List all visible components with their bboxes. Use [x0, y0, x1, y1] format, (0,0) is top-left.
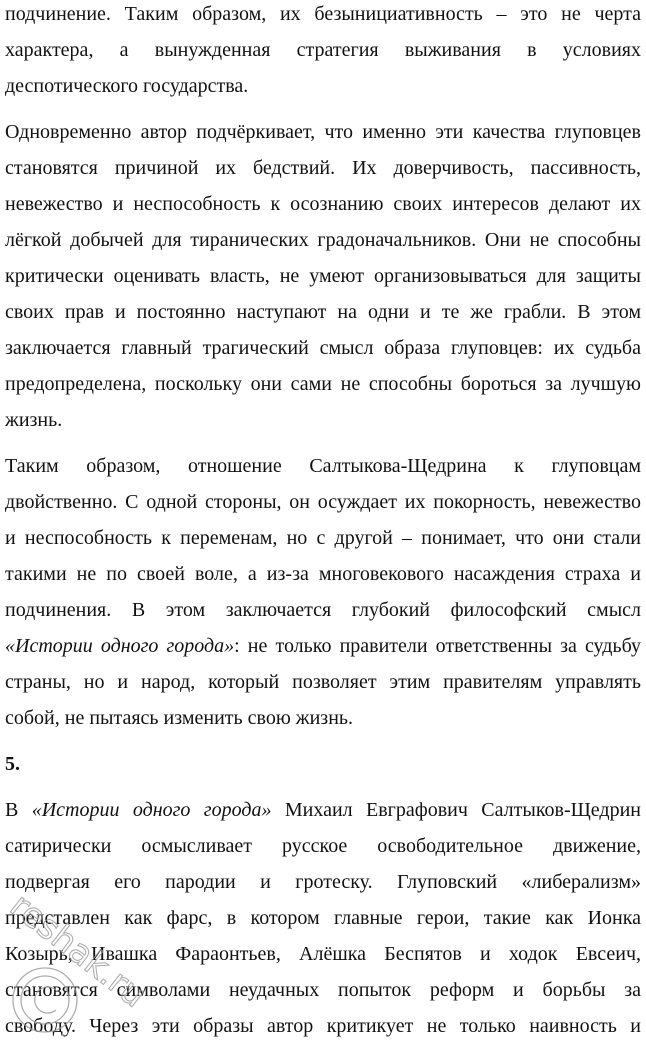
text-segment: деспотического государства. [5, 75, 249, 97]
text-line [5, 150, 641, 186]
text-segment: Козырь, Ивашка Фараонтьев, Алёшка Беспятов и ходок Евсеич, [5, 943, 641, 965]
text-line [5, 972, 641, 1008]
text-line [5, 258, 641, 294]
text-segment: жизнь. [5, 409, 63, 431]
text-line [5, 448, 641, 484]
text-segment: свободу. Через эти образы автор критикует не только наивность и [5, 1015, 641, 1037]
paragraph [5, 448, 641, 736]
text-segment: и неспособность к переменам, но с другой – понимает, что они стали [5, 527, 641, 549]
text-line [5, 222, 641, 258]
text-segment: Таким образом, отношение Салтыкова-Щедрина к глуповцам [5, 455, 641, 477]
section-number-heading: 5. [5, 753, 20, 775]
text-line [5, 402, 641, 438]
text-segment: сатирически осмысливает русское освободительное движение, [5, 835, 641, 857]
text-segment: такими не по своей воле, а из-за многовекового насаждения страха и [5, 563, 641, 585]
paragraph [5, 114, 641, 438]
text-line [5, 330, 641, 366]
text-segment: страны, но и народ, который позволяет этим правителям управлять [5, 671, 641, 693]
paragraph [5, 792, 641, 1044]
text-segment: собой, не пытаясь изменить свою жизнь. [5, 707, 354, 729]
text-line [5, 792, 641, 828]
text-segment: : не только правители ответственны за судьбу [234, 635, 642, 657]
text-segment: В [5, 799, 32, 821]
document-body [5, 0, 641, 1054]
text-segment: подвергая его пародии и гротеску. Глуповский «либерализм» [5, 871, 641, 893]
text-line [5, 628, 641, 664]
text-segment: Михаил Евграфович Салтыков-Щедрин [271, 799, 641, 821]
paragraph [5, 0, 641, 104]
text-line [5, 484, 641, 520]
text-line [5, 68, 641, 104]
text-line [5, 700, 641, 736]
text-segment: подчинение. Таким образом, их безынициативность – это не черта [5, 3, 641, 25]
text-segment: Одновременно автор подчёркивает, что именно эти качества глуповцев [5, 121, 641, 143]
text-segment: предопределена, поскольку они сами не способны бороться за лучшую [5, 373, 641, 395]
text-line [5, 366, 641, 402]
text-line [5, 114, 641, 150]
text-segment: двойственно. С одной стороны, он осуждает их покорность, невежество [5, 491, 641, 513]
text-segment: становятся причиной их бедствий. Их доверчивость, пассивность, [5, 157, 641, 179]
text-segment: характера, а вынужденная стратегия выживания в условиях [5, 39, 641, 61]
text-segment: становятся символами неудачных попыток реформ и борьбы за [5, 979, 641, 1001]
text-line [5, 520, 641, 556]
text-line [5, 936, 641, 972]
text-line [5, 900, 641, 936]
text-segment: представлен как фарс, в котором главные герои, такие как Ионка [5, 907, 641, 929]
text-segment: заключается главный трагический смысл образа глуповцев: их судьба [5, 337, 641, 359]
text-line [5, 864, 641, 900]
text-segment: критически оценивать власть, не умеют организовываться для защиты [5, 265, 641, 287]
text-segment: невежество и неспособность к осознанию своих интересов делают их [5, 193, 641, 215]
text-line [5, 0, 641, 32]
text-segment: лёгкой добычей для тиранических градоначальников. Они не способны [5, 229, 641, 251]
text-line [5, 294, 641, 330]
book-title-italic: «Истории одного города» [5, 635, 235, 657]
text-line [5, 1008, 641, 1044]
text-line [5, 664, 641, 700]
text-segment: своих прав и постоянно наступают на одни и те же грабли. В этом [5, 301, 641, 323]
book-title-italic: «Истории одного города» [31, 799, 272, 821]
text-line [5, 186, 641, 222]
text-segment: подчинения. В этом заключается глубокий философский смысл [5, 599, 641, 621]
svg-text:reshak.ru: reshak.ru [2, 885, 154, 1016]
text-line [5, 556, 641, 592]
text-line [5, 592, 641, 628]
text-line [5, 828, 641, 864]
text-line [5, 32, 641, 68]
